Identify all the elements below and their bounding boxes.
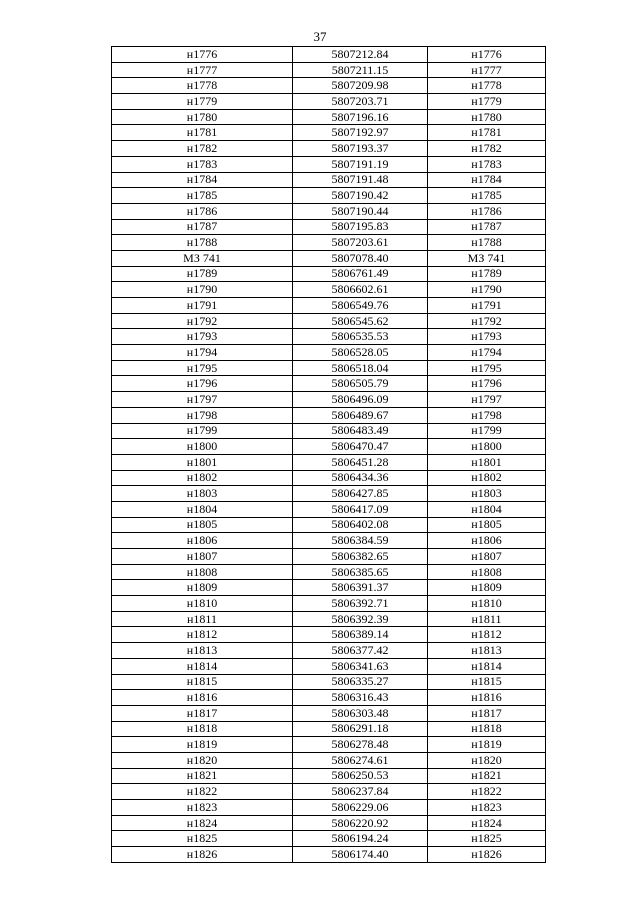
coordinate-cell: 5806220.92 [293,815,428,831]
coordinate-cell: 5806392.71 [293,596,428,612]
table-row [112,219,546,235]
point-id-cell: н1814 [112,658,293,674]
point-id-repeat-cell: н1825 [428,831,546,847]
point-id-repeat-cell: н1788 [428,235,546,251]
point-id-repeat-cell: н1811 [428,611,546,627]
point-id-cell: н1783 [112,156,293,172]
coordinate-cell: 5807209.98 [293,78,428,94]
point-id-cell: н1780 [112,109,293,125]
table-row [112,486,546,502]
table-row [112,627,546,643]
coordinate-cell: 5806602.61 [293,282,428,298]
point-id-cell: н1809 [112,580,293,596]
coordinate-cell: 5806402.08 [293,517,428,533]
point-id-cell: н1822 [112,784,293,800]
point-id-cell: н1807 [112,549,293,565]
point-id-cell: н1824 [112,815,293,831]
coordinate-cell: 5807203.61 [293,235,428,251]
coordinate-cell: 5806335.27 [293,674,428,690]
point-id-cell: н1793 [112,329,293,345]
point-id-repeat-cell: н1782 [428,141,546,157]
table-row [112,282,546,298]
table-row [112,737,546,753]
coordinate-cell: 5806391.37 [293,580,428,596]
point-id-cell: н1817 [112,705,293,721]
point-id-cell: н1794 [112,345,293,361]
point-id-cell: н1826 [112,847,293,863]
coordinate-cell: 5806483.49 [293,423,428,439]
point-id-repeat-cell: н1799 [428,423,546,439]
coordinate-cell: 5806341.63 [293,658,428,674]
point-id-repeat-cell: н1818 [428,721,546,737]
table-row [112,674,546,690]
table-row [112,721,546,737]
table-row [112,78,546,94]
table-row [112,517,546,533]
coordinate-cell: 5806549.76 [293,298,428,314]
point-id-repeat-cell: н1796 [428,376,546,392]
table-row [112,596,546,612]
coordinate-cell: 5806237.84 [293,784,428,800]
table-row [112,784,546,800]
table-row [112,235,546,251]
page-number: 37 [313,29,327,44]
table-row [112,658,546,674]
point-id-cell: н1825 [112,831,293,847]
point-id-repeat-cell: н1820 [428,752,546,768]
table-row [112,470,546,486]
point-id-cell: н1801 [112,454,293,470]
table-row [112,643,546,659]
point-id-cell: н1779 [112,94,293,110]
table-row [112,533,546,549]
coordinate-cell: 5807212.84 [293,47,428,63]
point-id-repeat-cell: н1798 [428,407,546,423]
coordinate-cell: 5807191.48 [293,172,428,188]
coordinate-cell: 5807078.40 [293,250,428,266]
table-row [112,392,546,408]
point-id-cell: н1820 [112,752,293,768]
coordinate-cell: 5807195.83 [293,219,428,235]
table-row [112,172,546,188]
point-id-repeat-cell: н1789 [428,266,546,282]
point-id-repeat-cell: МЗ 741 [428,250,546,266]
point-id-cell: н1800 [112,439,293,455]
point-id-repeat-cell: н1795 [428,360,546,376]
point-id-repeat-cell: н1793 [428,329,546,345]
point-id-repeat-cell: н1823 [428,800,546,816]
coordinate-cell: 5806496.09 [293,392,428,408]
point-id-repeat-cell: н1813 [428,643,546,659]
coordinate-cell: 5806470.47 [293,439,428,455]
coordinate-cell: 5807193.37 [293,141,428,157]
point-id-repeat-cell: н1814 [428,658,546,674]
point-id-cell: н1823 [112,800,293,816]
point-id-repeat-cell: н1826 [428,847,546,863]
point-id-repeat-cell: н1810 [428,596,546,612]
table-row [112,407,546,423]
table-row [112,188,546,204]
point-id-cell: н1816 [112,690,293,706]
point-id-cell: н1812 [112,627,293,643]
table-row [112,768,546,784]
point-id-repeat-cell: н1806 [428,533,546,549]
coordinate-cell: 5806303.48 [293,705,428,721]
table-row [112,847,546,863]
table-row [112,501,546,517]
table-row [112,564,546,580]
table-row [112,611,546,627]
point-id-repeat-cell: н1778 [428,78,546,94]
coordinate-cell: 5806291.18 [293,721,428,737]
point-id-cell: н1799 [112,423,293,439]
point-id-repeat-cell: н1817 [428,705,546,721]
table-row [112,439,546,455]
point-id-repeat-cell: н1821 [428,768,546,784]
table-row [112,125,546,141]
point-id-cell: н1815 [112,674,293,690]
table-row [112,815,546,831]
table-row [112,423,546,439]
point-id-repeat-cell: н1802 [428,470,546,486]
coordinate-cell: 5806489.67 [293,407,428,423]
point-id-repeat-cell: н1809 [428,580,546,596]
point-id-cell: н1803 [112,486,293,502]
point-id-repeat-cell: н1797 [428,392,546,408]
coordinate-cell: 5807192.97 [293,125,428,141]
point-id-cell: н1805 [112,517,293,533]
point-id-cell: н1782 [112,141,293,157]
point-id-repeat-cell: н1801 [428,454,546,470]
coordinate-cell: 5806505.79 [293,376,428,392]
coordinate-cell: 5806761.49 [293,266,428,282]
point-id-cell: н1808 [112,564,293,580]
coordinate-cell: 5806229.06 [293,800,428,816]
point-id-cell: н1798 [112,407,293,423]
point-id-cell: н1811 [112,611,293,627]
table-row [112,752,546,768]
coordinate-cell: 5806518.04 [293,360,428,376]
coordinate-cell: 5806274.61 [293,752,428,768]
coordinate-cell: 5806278.48 [293,737,428,753]
point-id-cell: н1813 [112,643,293,659]
point-id-cell: н1797 [112,392,293,408]
table-row [112,266,546,282]
point-id-repeat-cell: н1784 [428,172,546,188]
point-id-repeat-cell: н1783 [428,156,546,172]
table-row [112,298,546,314]
coordinate-cell: 5806528.05 [293,345,428,361]
point-id-cell: н1821 [112,768,293,784]
table-row [112,109,546,125]
coordinate-cell: 5806389.14 [293,627,428,643]
point-id-repeat-cell: н1779 [428,94,546,110]
coordinate-cell: 5806535.53 [293,329,428,345]
coordinate-cell: 5806384.59 [293,533,428,549]
point-id-cell: н1806 [112,533,293,549]
point-id-repeat-cell: н1808 [428,564,546,580]
point-id-cell: МЗ 741 [112,250,293,266]
point-id-repeat-cell: н1786 [428,203,546,219]
point-id-repeat-cell: н1816 [428,690,546,706]
table-row [112,94,546,110]
point-id-cell: н1785 [112,188,293,204]
point-id-cell: н1784 [112,172,293,188]
table-row [112,329,546,345]
coordinate-cell: 5806174.40 [293,847,428,863]
point-id-cell: н1790 [112,282,293,298]
table-row [112,62,546,78]
point-id-cell: н1818 [112,721,293,737]
table-row [112,705,546,721]
table-row [112,360,546,376]
point-id-repeat-cell: н1790 [428,282,546,298]
point-id-repeat-cell: н1800 [428,439,546,455]
point-id-repeat-cell: н1804 [428,501,546,517]
point-id-cell: н1786 [112,203,293,219]
point-id-repeat-cell: н1781 [428,125,546,141]
coordinate-cell: 5806316.43 [293,690,428,706]
point-id-repeat-cell: н1805 [428,517,546,533]
point-id-repeat-cell: н1794 [428,345,546,361]
coordinate-cell: 5806451.28 [293,454,428,470]
coordinate-cell: 5807190.42 [293,188,428,204]
table-row [112,47,546,63]
point-id-repeat-cell: н1792 [428,313,546,329]
table-row [112,831,546,847]
point-id-cell: н1792 [112,313,293,329]
coordinate-cell: 5806250.53 [293,768,428,784]
point-id-cell: н1776 [112,47,293,63]
table-row [112,203,546,219]
point-id-repeat-cell: н1777 [428,62,546,78]
point-id-cell: н1787 [112,219,293,235]
table-row [112,376,546,392]
point-id-cell: н1791 [112,298,293,314]
point-id-cell: н1804 [112,501,293,517]
table-row [112,250,546,266]
table-row [112,345,546,361]
coordinate-cell: 5806194.24 [293,831,428,847]
point-id-cell: н1789 [112,266,293,282]
coordinates-table [111,46,546,863]
point-id-repeat-cell: н1824 [428,815,546,831]
coordinate-cell: 5806382.65 [293,549,428,565]
coordinate-cell: 5807196.16 [293,109,428,125]
point-id-repeat-cell: н1807 [428,549,546,565]
point-id-repeat-cell: н1776 [428,47,546,63]
table-row [112,800,546,816]
point-id-cell: н1777 [112,62,293,78]
table-row [112,580,546,596]
point-id-repeat-cell: н1803 [428,486,546,502]
point-id-cell: н1795 [112,360,293,376]
point-id-repeat-cell: н1815 [428,674,546,690]
table-row [112,141,546,157]
table-row [112,454,546,470]
table-row [112,156,546,172]
table-row [112,690,546,706]
point-id-cell: н1781 [112,125,293,141]
point-id-repeat-cell: н1791 [428,298,546,314]
point-id-repeat-cell: н1785 [428,188,546,204]
point-id-repeat-cell: н1812 [428,627,546,643]
point-id-cell: н1810 [112,596,293,612]
coordinates-table-body [112,47,546,863]
coordinate-cell: 5807211.15 [293,62,428,78]
point-id-repeat-cell: н1780 [428,109,546,125]
point-id-cell: н1802 [112,470,293,486]
coordinate-cell: 5807191.19 [293,156,428,172]
point-id-repeat-cell: н1819 [428,737,546,753]
coordinate-cell: 5806434.36 [293,470,428,486]
point-id-cell: н1788 [112,235,293,251]
coordinate-cell: 5806545.62 [293,313,428,329]
coordinate-cell: 5806417.09 [293,501,428,517]
coordinate-cell: 5806377.42 [293,643,428,659]
point-id-repeat-cell: н1787 [428,219,546,235]
point-id-cell: н1819 [112,737,293,753]
coordinate-cell: 5807190.44 [293,203,428,219]
coordinate-cell: 5806427.85 [293,486,428,502]
coordinate-cell: 5807203.71 [293,94,428,110]
coordinate-cell: 5806385.65 [293,564,428,580]
point-id-repeat-cell: н1822 [428,784,546,800]
table-row [112,313,546,329]
table-row [112,549,546,565]
coordinate-cell: 5806392.39 [293,611,428,627]
point-id-cell: н1778 [112,78,293,94]
point-id-cell: н1796 [112,376,293,392]
